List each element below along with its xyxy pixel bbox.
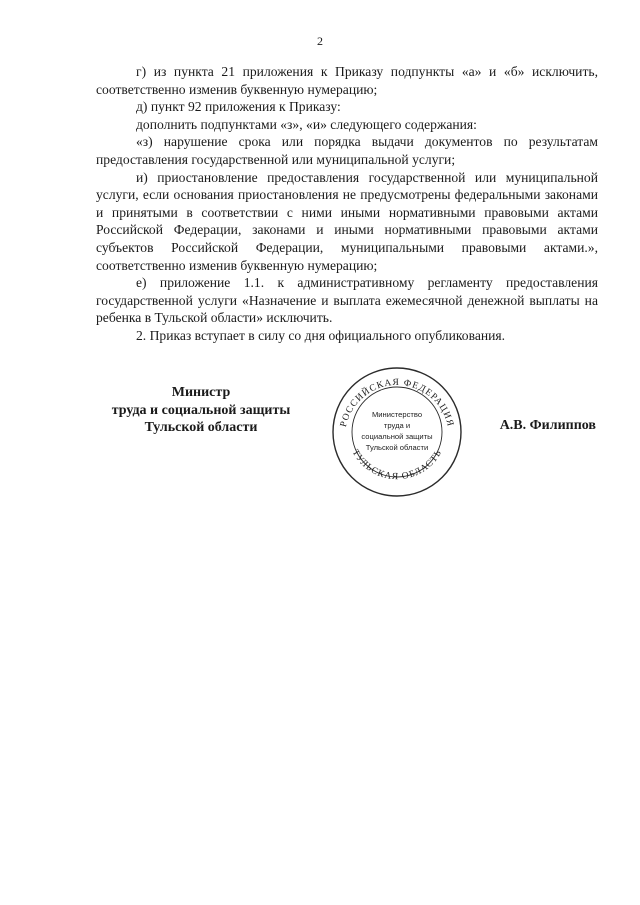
official-seal xyxy=(330,365,464,499)
seal-center-line-4: Тульской области xyxy=(365,443,429,452)
position-line-1: Министр xyxy=(171,385,231,400)
seal-center-line-3: социальной защиты xyxy=(361,432,433,441)
paragraph-7: 2. Приказ вступает в силу со дня официального опубликования. xyxy=(136,327,506,343)
seal-center-line-1: Министерство xyxy=(371,410,423,419)
position-line-2: труда и социальной защиты xyxy=(111,402,291,418)
page-number: 2 xyxy=(317,34,323,48)
paragraph-2: д) пункт 92 приложения к Приказу: xyxy=(136,99,341,115)
seal-top-arc: РОССИЙСКАЯ ФЕДЕРАЦИЯ xyxy=(339,377,456,429)
paragraph-1: г) из пункта 21 приложения к Приказу подпункты «а» и «б» исключить, соответственно изменив буквенную нумерацию; xyxy=(96,64,598,97)
svg-text:ТУЛЬСКАЯ ОБЛАСТЬ xyxy=(350,448,445,482)
position-line-3: Тульской области xyxy=(144,420,258,435)
signature-position xyxy=(96,384,306,437)
seal-center-line-2: труда и xyxy=(383,421,411,430)
seal-bottom-arc: ТУЛЬСКАЯ ОБЛАСТЬ xyxy=(349,448,445,483)
paragraph-4: «з) нарушение срока или порядка выдачи документов по результатам предоставления государственной или муниципальной услуги; xyxy=(96,134,598,167)
paragraph-5: и) приостановление предоставления государственной или муниципальной услуги, если основания приостановления не предусмотрены федеральными законами и принятыми в соответствии с ними иными нормативными правовыми актами Российской Федерации, законами и иными нормативными правовыми актами субъектов Российской Федерации, муниципальными правовыми актами.», соответственно изменив буквенную нумерацию; xyxy=(96,169,598,273)
signer-name: А.В. Филиппов xyxy=(499,418,596,433)
document-body xyxy=(96,63,598,345)
paragraph-3: дополнить подпунктами «з», «и» следующего содержания: xyxy=(136,116,477,132)
paragraph-6: е) приложение 1.1. к административному регламенту предоставления государственной услуги «Назначение и выплата ежемесячной денежной выплаты на ребенка в Тульской области» исключить. xyxy=(96,275,598,326)
